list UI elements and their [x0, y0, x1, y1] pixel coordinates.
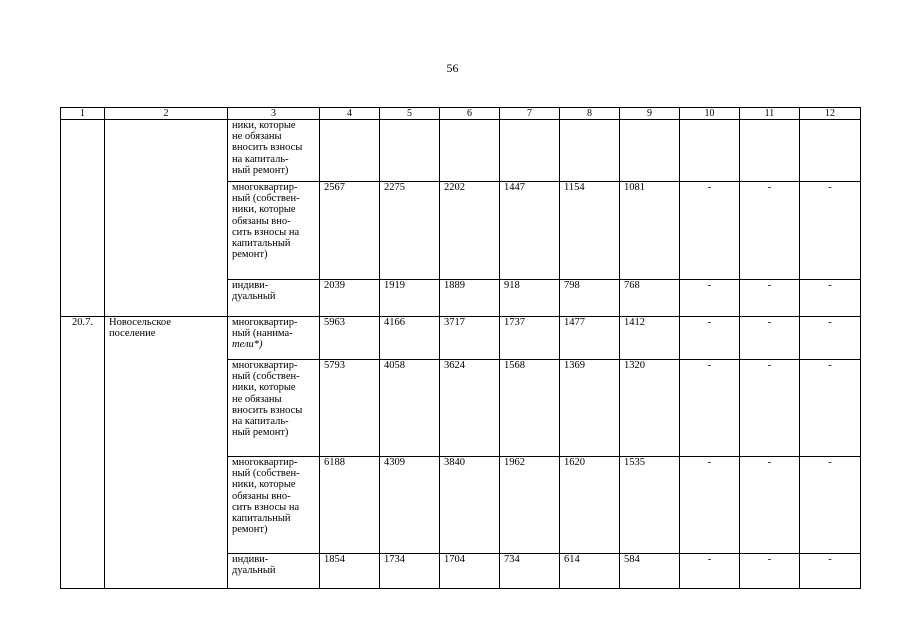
dash-cell: - [740, 280, 800, 317]
column-header: 4 [320, 108, 380, 120]
column-header: 1 [61, 108, 105, 120]
housing-type-cell: индиви- дуальный [228, 280, 320, 317]
value-cell: 1369 [560, 360, 620, 457]
value-cell [440, 120, 500, 182]
value-cell: 1734 [380, 554, 440, 589]
value-cell: 5793 [320, 360, 380, 457]
value-cell [620, 120, 680, 182]
table-row [61, 317, 861, 360]
settlement-name: Новосельское поселение [105, 317, 228, 589]
value-cell [320, 120, 380, 182]
dash-cell: - [740, 554, 800, 589]
value-cell: 3624 [440, 360, 500, 457]
value-cell: 4058 [380, 360, 440, 457]
dash-cell: - [800, 457, 861, 554]
dash-cell [740, 120, 800, 182]
value-cell: 1412 [620, 317, 680, 360]
value-cell: 1919 [380, 280, 440, 317]
housing-type-cell: индиви- дуальный [228, 554, 320, 589]
dash-cell: - [680, 182, 740, 280]
value-cell: 1447 [500, 182, 560, 280]
dash-cell: - [800, 182, 861, 280]
dash-cell: - [680, 280, 740, 317]
value-cell: 918 [500, 280, 560, 317]
dash-cell [800, 120, 861, 182]
dash-cell [680, 120, 740, 182]
value-cell: 768 [620, 280, 680, 317]
value-cell: 1081 [620, 182, 680, 280]
column-header: 9 [620, 108, 680, 120]
dash-cell: - [800, 360, 861, 457]
value-cell: 4309 [380, 457, 440, 554]
value-cell: 2202 [440, 182, 500, 280]
value-cell: 584 [620, 554, 680, 589]
value-cell: 1620 [560, 457, 620, 554]
value-cell: 614 [560, 554, 620, 589]
value-cell: 5963 [320, 317, 380, 360]
dash-cell: - [800, 280, 861, 317]
value-cell: 1568 [500, 360, 560, 457]
value-cell: 3717 [440, 317, 500, 360]
column-header: 8 [560, 108, 620, 120]
column-header: 5 [380, 108, 440, 120]
column-header: 11 [740, 108, 800, 120]
housing-type-italic: тели*) [232, 339, 263, 351]
value-cell [500, 120, 560, 182]
value-cell: 1320 [620, 360, 680, 457]
dash-cell: - [740, 360, 800, 457]
value-cell: 1737 [500, 317, 560, 360]
value-cell: 1154 [560, 182, 620, 280]
value-cell [380, 120, 440, 182]
column-header: 7 [500, 108, 560, 120]
column-header: 12 [800, 108, 861, 120]
housing-type-text: многоквартир- ный (нанима- [232, 317, 298, 340]
code-cell [61, 120, 105, 317]
dash-cell: - [740, 182, 800, 280]
dash-cell: - [680, 457, 740, 554]
dash-cell: - [800, 317, 861, 360]
value-cell: 798 [560, 280, 620, 317]
tariff-table [60, 107, 861, 589]
value-cell: 1535 [620, 457, 680, 554]
dash-cell: - [800, 554, 861, 589]
column-header: 10 [680, 108, 740, 120]
column-header: 2 [105, 108, 228, 120]
value-cell: 1889 [440, 280, 500, 317]
dash-cell: - [680, 554, 740, 589]
column-header: 3 [228, 108, 320, 120]
value-cell: 1477 [560, 317, 620, 360]
header-row [61, 108, 861, 120]
value-cell: 6188 [320, 457, 380, 554]
dash-cell: - [740, 457, 800, 554]
value-cell: 3840 [440, 457, 500, 554]
value-cell: 734 [500, 554, 560, 589]
housing-type-cell: многоквартир- ный (собствен- ники, которые не обязаны вносить взносы на капиталь- ный ремонт) [228, 360, 320, 457]
value-cell: 1962 [500, 457, 560, 554]
table-row [61, 120, 861, 182]
dash-cell: - [680, 317, 740, 360]
settlement-cell [105, 120, 228, 317]
dash-cell: - [680, 360, 740, 457]
value-cell: 1704 [440, 554, 500, 589]
housing-type-cell: многоквартир- ный (собствен- ники, которые обязаны вно- сить взносы на капитальный ремонт) [228, 457, 320, 554]
value-cell: 2567 [320, 182, 380, 280]
column-header: 6 [440, 108, 500, 120]
housing-type-cell [228, 317, 320, 360]
value-cell: 2275 [380, 182, 440, 280]
dash-cell: - [740, 317, 800, 360]
housing-type-cell: ники, которые не обязаны вносить взносы на капиталь- ный ремонт) [228, 120, 320, 182]
housing-type-cell: многоквартир- ный (собствен- ники, которые обязаны вно- сить взносы на капитальный ремонт) [228, 182, 320, 280]
value-cell [560, 120, 620, 182]
value-cell: 2039 [320, 280, 380, 317]
value-cell: 1854 [320, 554, 380, 589]
page-number: 56 [446, 61, 459, 75]
code-cell: 20.7. [61, 317, 105, 589]
value-cell: 4166 [380, 317, 440, 360]
